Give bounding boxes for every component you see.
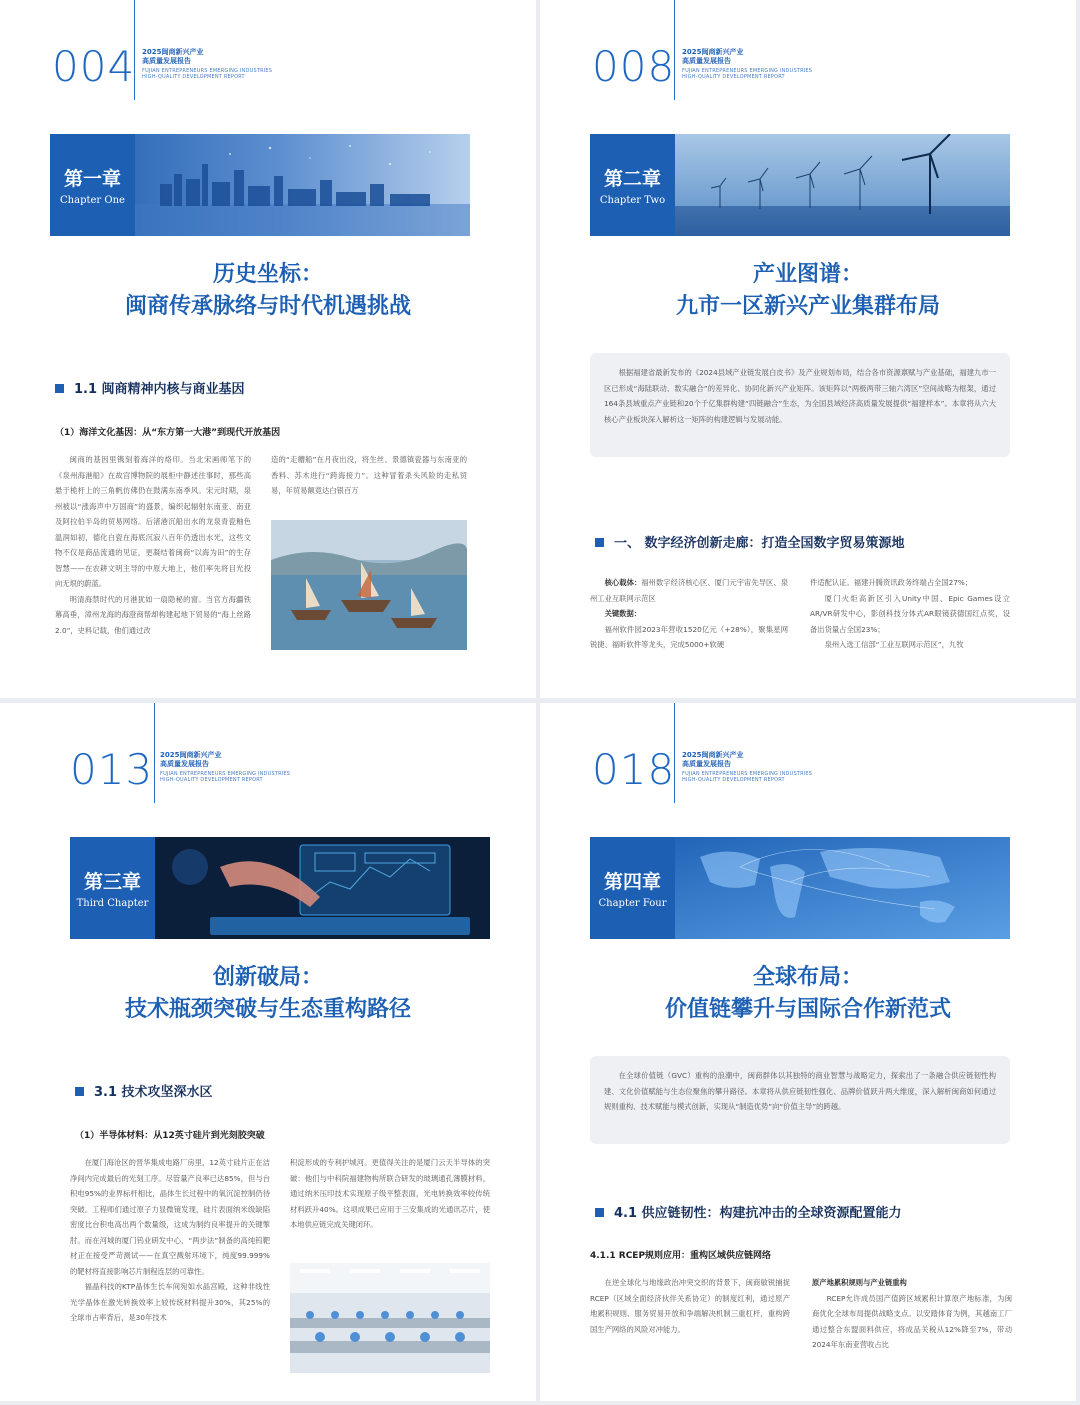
report-subtitle-line1: FUJIAN ENTREPRENEURS EMERGING INDUSTRIES bbox=[142, 68, 273, 74]
page-004 bbox=[0, 0, 536, 698]
report-title bbox=[160, 751, 221, 769]
factory-floor-image bbox=[290, 1263, 490, 1373]
chapter-heading-line2: 九市一区新兴产业集群布局 bbox=[675, 294, 940, 319]
chapter-title-en: Chapter One bbox=[60, 195, 125, 206]
report-subtitle-line2: HIGH-QUALITY DEVELOPMENT REPORT bbox=[682, 777, 785, 783]
chapter-heading-line1: 历史坐标： bbox=[212, 262, 323, 287]
chapter-heading-line1: 产业图谱： bbox=[752, 262, 863, 287]
page-018 bbox=[540, 703, 1076, 1401]
body-column-left bbox=[55, 452, 251, 638]
body-paragraph: 在逆全球化与地缘政治冲突交织的背景下，闽商敏锐捕捉RCEP（区域全面经济伙伴关系协定）的制度红利，通过原产地累积规则、服务贸易开放和争端解决机制三重杠杆，重构跨国生产网络的风险对冲能力。 bbox=[590, 1278, 790, 1334]
report-subtitle bbox=[682, 771, 812, 783]
page-013 bbox=[0, 703, 536, 1401]
chapter-intro-box bbox=[590, 1056, 1010, 1144]
chapter-heading-line2: 技术瓶颈突破与生态重构路径 bbox=[124, 997, 411, 1022]
body-paragraph: 在厦门海沧区的晋华集成电路厂房里，12英寸硅片正在洁净间内完成最后的光刻工序。尽管量产良率已达85%，但与台积电95%的业界标杆相比，晶体生长过程中的氧沉淀控制仍待突破。工程师们通过原子力显微镜发现，硅片表面纳米级缺陷密度比台积电高出两个数量级，这成为制约良率提升的关键掣肘。而在河城的厦门钨业研发中心，“两步法”制备的高纯钨靶材正在接受严苛测试——在真空溅射环境下，纯度99.999%的靶材将直接影响芯片制程连层的可靠性。 bbox=[70, 1158, 270, 1276]
chapter-heading-line2: 价值链攀升与国际合作新范式 bbox=[664, 997, 951, 1022]
report-subtitle bbox=[142, 68, 272, 80]
report-title-line2: 高质量发展报告 bbox=[682, 760, 731, 768]
chapter-title-zh: 第一章 bbox=[63, 168, 121, 190]
chapter-intro-box bbox=[590, 353, 1010, 457]
chapter-title-zh: 第二章 bbox=[603, 168, 661, 190]
report-title-line2: 高质量发展报告 bbox=[160, 760, 209, 768]
report-title-line1: 2025闽商新兴产业 bbox=[160, 751, 222, 759]
report-title bbox=[142, 48, 203, 66]
chapter-label bbox=[590, 134, 675, 236]
report-title-line2: 高质量发展报告 bbox=[682, 57, 731, 65]
chapter-label bbox=[590, 837, 675, 939]
body-paragraph: 积淀形成的专利护城河。更值得关注的是厦门云天半导体的突破：他们与中科院福建物构所联合研发的玻璃通孔薄膜材料，通过纳米压印技术实现原子级平整表面，光电转换效率较传统材料跃升40%。这项成果已应用于三安集成的光通讯芯片，使本地供应链完成关键闭环。 bbox=[290, 1158, 490, 1229]
chapter-banner bbox=[70, 837, 490, 939]
report-title-line1: 2025闽商新兴产业 bbox=[682, 48, 744, 56]
body-column-right bbox=[271, 452, 467, 499]
body-paragraph: 厦门火炬高新区引入Unity中国、Epic Games设立AR/VR研发中心，影创科技分体式AR眼镜获德国红点奖，设备出货量占全国23%； bbox=[810, 593, 1010, 634]
page-number: 008 bbox=[592, 42, 676, 91]
section-heading: 4.1 供应链韧性：构建抗冲击的全球资源配置能力 bbox=[595, 1202, 902, 1221]
report-subtitle-line1: FUJIAN ENTREPRENEURS EMERGING INDUSTRIES bbox=[682, 68, 813, 74]
body-column-right bbox=[812, 1275, 1012, 1353]
chapter-banner bbox=[50, 134, 470, 236]
body-paragraph: 造的“走艚船”在月夜出没，将生丝、景德镇瓷器与东南亚的香料、苏木进行“跨海接力”。这种冒着杀头风险的走私贸易，年贸易额竟达白银百万 bbox=[271, 455, 467, 495]
chapter-heading-line1: 全球布局： bbox=[752, 965, 863, 990]
report-subtitle-line1: FUJIAN ENTREPRENEURS EMERGING INDUSTRIES bbox=[682, 771, 813, 777]
header-divider bbox=[154, 703, 155, 803]
body-column-right bbox=[290, 1155, 490, 1233]
report-subtitle-line2: HIGH-QUALITY DEVELOPMENT REPORT bbox=[142, 74, 245, 80]
subsection-heading: （1）海洋文化基因：从“东方第一大港”到现代开放基因 bbox=[55, 428, 281, 438]
report-subtitle-line2: HIGH-QUALITY DEVELOPMENT REPORT bbox=[682, 74, 785, 80]
chapter-title-zh: 第三章 bbox=[83, 871, 141, 893]
chapter-title-en: Chapter Four bbox=[598, 898, 667, 909]
chapter-banner bbox=[590, 134, 1010, 236]
key-label: 核心载体： bbox=[604, 578, 642, 587]
chapter-title-en: Chapter Two bbox=[599, 195, 666, 206]
key-label: 关键数据： bbox=[604, 609, 642, 618]
body-paragraph: RCEP允许成员国产值跨区域累积计算原产地标准，为闽商优化全球布局提供战略支点。以安踏体育为例，其越南工厂通过整合东盟面料供应，将成品关税从12%降至7%，带动2024年东南亚营收占比 bbox=[812, 1293, 1012, 1349]
harbor-painting-image bbox=[271, 520, 467, 650]
subsection-heading: （1）半导体材料：从12英寸硅片到光刻胶突破 bbox=[75, 1131, 265, 1141]
chapter-intro-text: 根据福建省最新发布的《2024县域产业链发展白皮书》及产业规划布局，结合各市资源禀赋与产业基础，福建九市一区已形成“海陆联动、数实融合”的差异化、协同化新兴产业矩阵。该矩阵以“两极两带三轴六湾区”空间战略为框架，通过164条县域重点产业链和20个千亿集群构建“四链融合”生态，为全国县域经济高质量发展提供“福建样本”。本章将从六大核心产业板块深入解析这一矩阵的构建逻辑与发展动能。 bbox=[604, 368, 996, 424]
section-heading: 1.1 闽商精神内核与商业基因 bbox=[55, 378, 245, 397]
report-subtitle-line2: HIGH-QUALITY DEVELOPMENT REPORT bbox=[160, 777, 263, 783]
report-title bbox=[682, 48, 743, 66]
body-paragraph: 福晶科技的KTP晶体生长车间宛如水晶宫殿，这种非线性光学晶体在激光转换效率上较传统材料提升30%，其25%的全球市占率背后，是30年技术 bbox=[70, 1282, 270, 1322]
paragraph-title: 原产地累积规则与产业链重构 bbox=[812, 1278, 907, 1287]
page-number: 013 bbox=[70, 745, 154, 794]
report-title-line1: 2025闽商新兴产业 bbox=[142, 48, 204, 56]
chapter-title-zh: 第四章 bbox=[603, 871, 661, 893]
chapter-heading-line2: 闽商传承脉络与时代机遇挑战 bbox=[124, 294, 411, 319]
chapter-heading-line1: 创新破局： bbox=[212, 965, 323, 990]
body-paragraph: 闽商的基因里镌刻着海洋的烙印。当北宋画师笔下的《泉州海港船》在故宫博物院的展柜中静述往事时，那些高悬于桅杆上的三角帆仿佛仍在鼓满东南季风。宋元时期，泉州被以“涨海声中万国商”的盛景，编织起辐射东南亚、南亚及阿拉伯半岛的贸易网络。后渚港沉船出水的龙泉青瓷釉色温润如初，德化白瓷在海底沉寂八百年仍透出水光，这些文物不仅是商品流通的见证，更凝结着闽商“以海为田”的生存智慧——在农耕文明主导的中原大地上，他们率先将目光投向无垠的蔚蓝。 bbox=[55, 455, 251, 588]
chapter-banner bbox=[590, 837, 1010, 939]
subsection-heading: 4.1.1 RCEP规则应用：重构区域供应链网络 bbox=[590, 1251, 772, 1261]
body-column-right bbox=[810, 575, 1010, 653]
report-title bbox=[682, 751, 743, 769]
report-subtitle bbox=[160, 771, 290, 783]
section-heading: 3.1 技术攻坚深水区 bbox=[75, 1081, 213, 1100]
body-column-left bbox=[70, 1155, 270, 1326]
chapter-label bbox=[70, 837, 155, 939]
page-008 bbox=[540, 0, 1076, 698]
body-column-left bbox=[590, 1275, 790, 1337]
body-paragraph: 泉州入选工信部“工业互联网示范区”，九牧 bbox=[824, 640, 964, 649]
report-title-line2: 高质量发展报告 bbox=[142, 57, 191, 65]
chapter-label bbox=[50, 134, 135, 236]
section-heading: 一、 数字经济创新走廊：打造全国数字贸易策源地 bbox=[595, 532, 905, 551]
body-paragraph: 明清海禁时代的月港犹如一扇隐秘的窗。当官方海疆铁幕高垂，漳州龙海的海澄商帮却构建起地下贸易的“海上丝路2.0”，史料记载，他们通过改 bbox=[55, 594, 251, 635]
report-title-line1: 2025闽商新兴产业 bbox=[682, 751, 744, 759]
body-paragraph: 件适配认证。福建升腾资讯政务终端占全国27%； bbox=[810, 578, 973, 587]
report-subtitle-line1: FUJIAN ENTREPRENEURS EMERGING INDUSTRIES bbox=[160, 771, 291, 777]
chapter-title-en: Third Chapter bbox=[76, 898, 149, 909]
body-text: 福州数字经济核心区、厦门元宇宙先导区、泉州工业互联网示范区 bbox=[590, 578, 789, 603]
chapter-intro-text: 在全球价值链（GVC）重构的浪潮中，闽商群体以其独特的商业智慧与战略定力，探索出了一条融合供应链韧性构建、文化价值赋能与生态位聚焦的攀升路径。本章将从供应链韧性强化、品牌价值跃升两大维度，深入解析闽商如何通过规则重构、技术赋能与模式创新，实现从“制造优势”向“价值主导”的跨越。 bbox=[604, 1071, 996, 1111]
page-number: 018 bbox=[592, 745, 676, 794]
report-subtitle bbox=[682, 68, 812, 80]
page-number: 004 bbox=[52, 42, 136, 91]
body-column-left bbox=[590, 575, 788, 653]
body-paragraph: 福州软件园2023年营收1520亿元（+28%），聚集星网锐捷、福昕软件等龙头，完成5000+软硬 bbox=[590, 624, 788, 649]
